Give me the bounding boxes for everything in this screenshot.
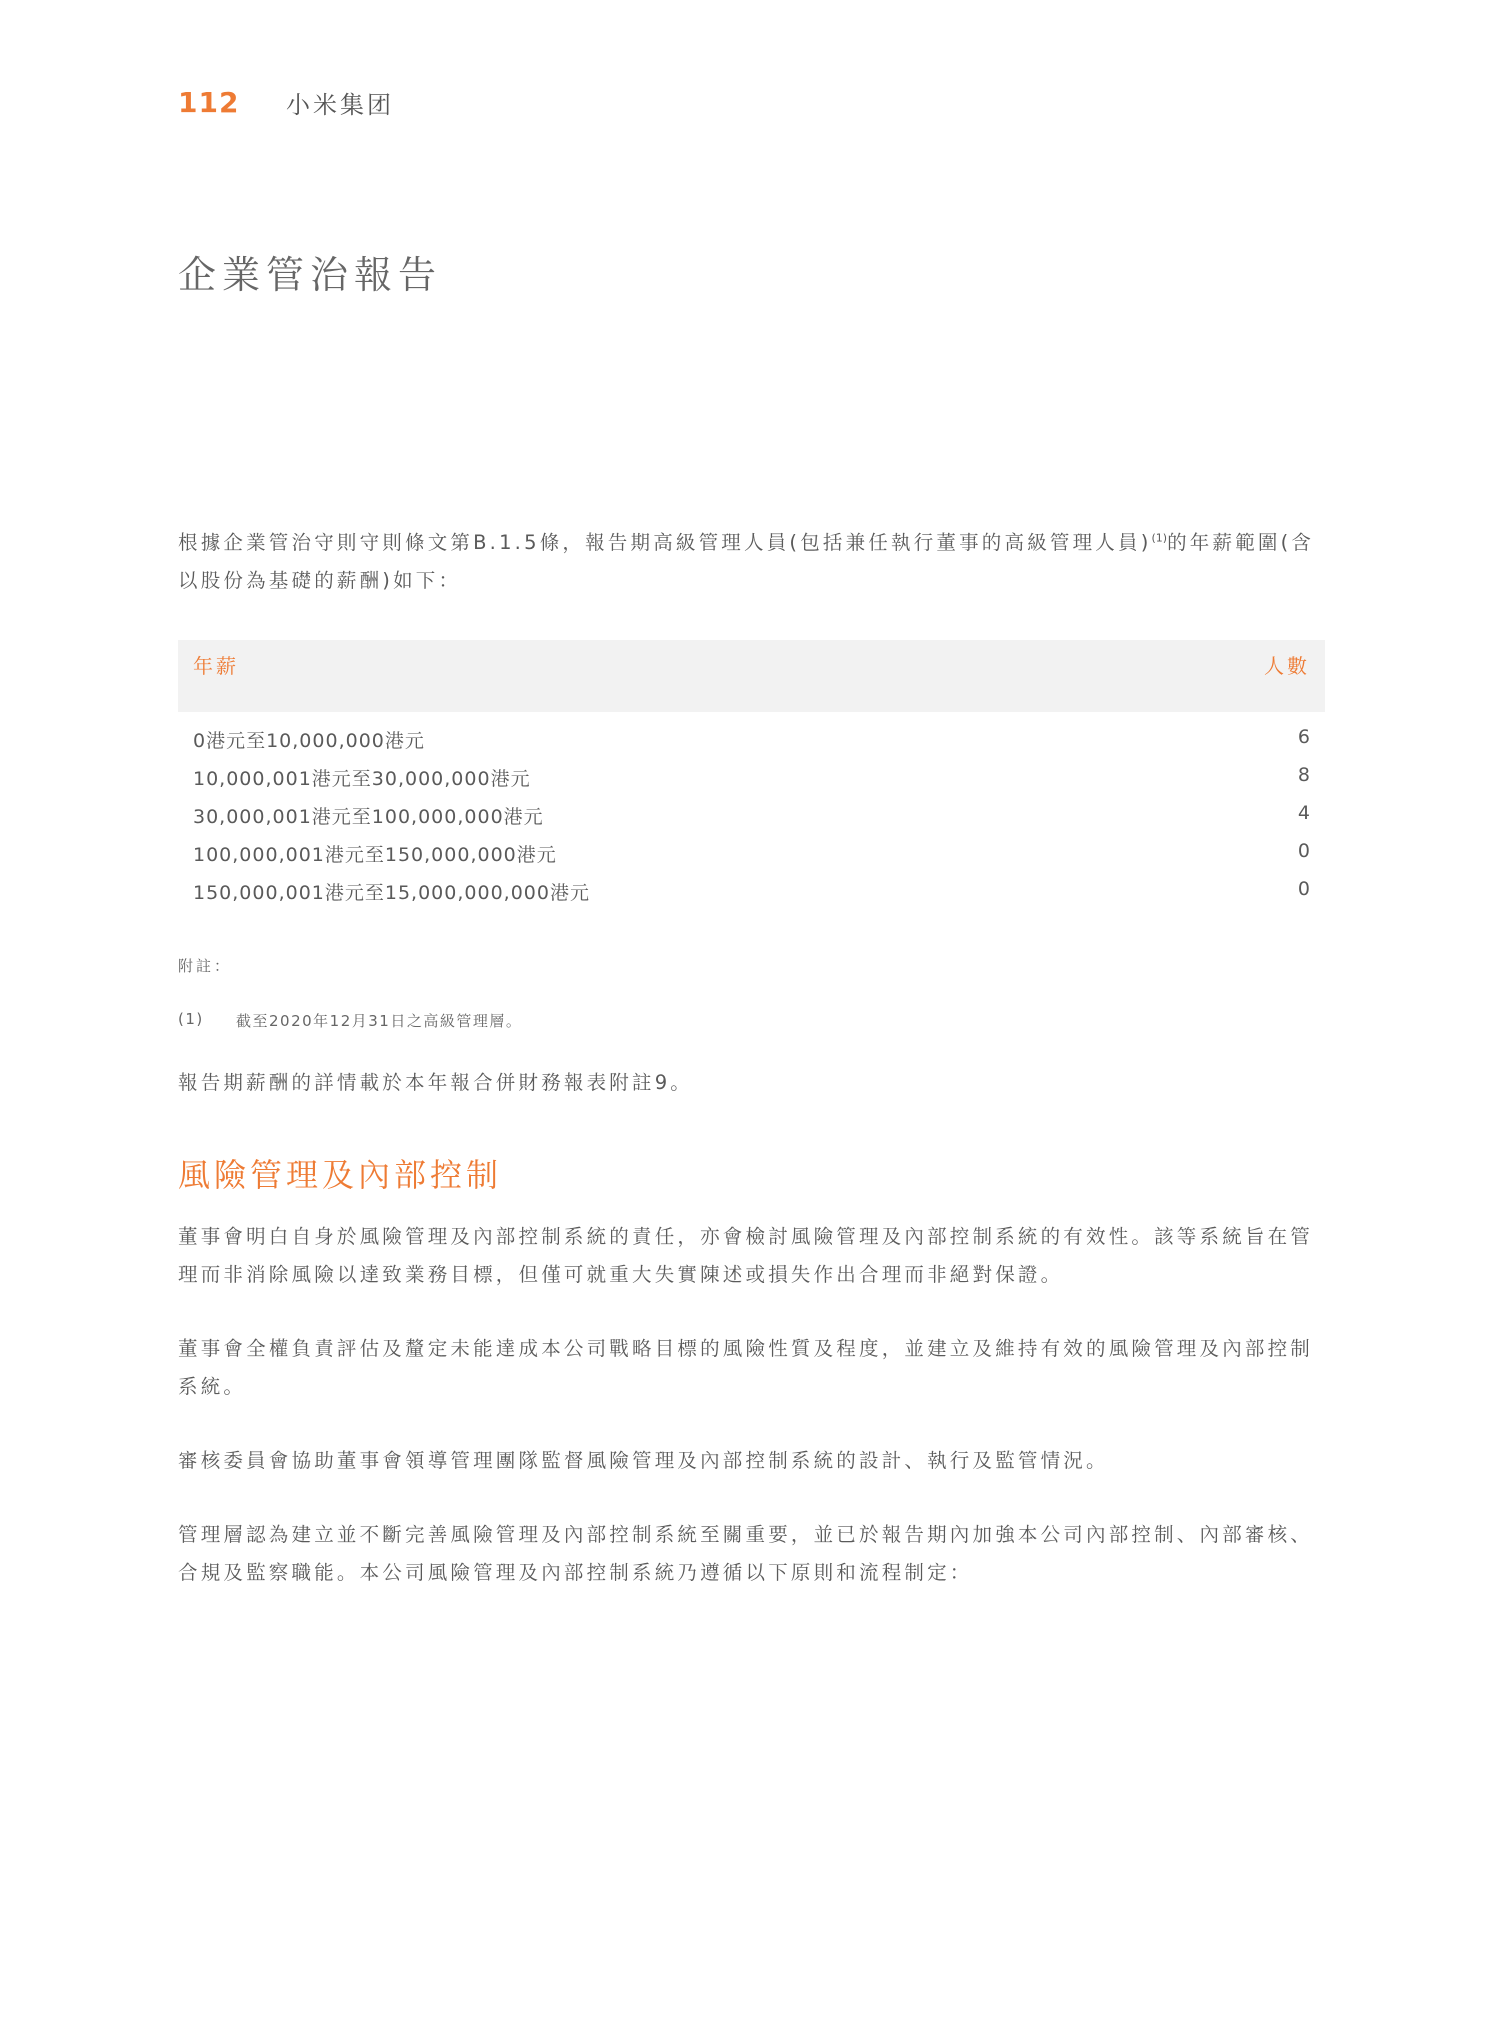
- footnote-reference: (1): [1151, 531, 1168, 545]
- table-row: [178, 796, 1325, 834]
- table-row: [178, 872, 1325, 910]
- risk-paragraph-1: 董事會明白自身於風險管理及內部控制系統的責任，亦會檢討風險管理及內部控制系統的有效性。該等系統旨在管理而非消除風險以達致業務目標，但僅可就重大失實陳述或損失作出合理而非絕對保證。: [178, 1225, 1314, 1286]
- salary-range-cell: 150,000,001港元至15,000,000,000港元: [193, 882, 590, 904]
- company-name: 小米集团: [286, 90, 394, 119]
- table-row: [178, 834, 1325, 872]
- page-number: 112: [178, 85, 240, 119]
- headcount-cell: 6: [1297, 726, 1310, 748]
- salary-range-cell: 100,000,001港元至150,000,000港元: [193, 844, 557, 866]
- section-title-risk-management: 風險管理及內部控制: [178, 1156, 503, 1194]
- salary-range-cell: 30,000,001港元至100,000,000港元: [193, 806, 544, 828]
- intro-paragraph: [178, 524, 1326, 600]
- intro-text-after: 的年薪範圍(含以股份為基礎的薪酬)如下：: [178, 531, 1315, 592]
- table-header: [178, 640, 1325, 712]
- headcount-cell: 0: [1297, 878, 1310, 900]
- footnote-item: [178, 1010, 522, 1031]
- page-header: [178, 82, 394, 122]
- headcount-cell: 8: [1297, 764, 1310, 786]
- risk-paragraph-2: 董事會全權負責評估及釐定未能達成本公司戰略目標的風險性質及程度，並建立及維持有效的風險管理及內部控制系統。: [178, 1337, 1314, 1398]
- header-salary-range: 年薪: [193, 654, 239, 678]
- header-headcount: 人數: [1264, 654, 1310, 678]
- salary-table: [178, 640, 1325, 904]
- risk-paragraph-3: 審核委員會協助董事會領導管理團隊監督風險管理及內部控制系統的設計、執行及監管情況。: [178, 1449, 1109, 1472]
- document-title: 企業管治報告: [178, 253, 443, 297]
- salary-range-cell: 0港元至10,000,000港元: [193, 730, 425, 752]
- headcount-cell: 0: [1297, 840, 1310, 862]
- notes-label: 附註：: [178, 957, 233, 975]
- remuneration-note: 報告期薪酬的詳情載於本年報合併財務報表附註9。: [178, 1071, 694, 1094]
- intro-text-before: 根據企業管治守則守則條文第B.1.5條，報告期高級管理人員(包括兼任執行董事的高級管理人員): [178, 531, 1152, 554]
- salary-range-cell: 10,000,001港元至30,000,000港元: [193, 768, 531, 790]
- footnote-marker: (1): [178, 1010, 204, 1028]
- table-row: [178, 758, 1325, 796]
- headcount-cell: 4: [1297, 802, 1310, 824]
- table-body: [178, 720, 1325, 910]
- table-row: [178, 720, 1325, 758]
- footnote-text: 截至2020年12月31日之高級管理層。: [236, 1012, 523, 1030]
- risk-paragraph-4: 管理層認為建立並不斷完善風險管理及內部控制系統至關重要，並已於報告期內加強本公司內部控制、內部審核、合規及監察職能。本公司風險管理及內部控制系統乃遵循以下原則和流程制定：: [178, 1523, 1314, 1584]
